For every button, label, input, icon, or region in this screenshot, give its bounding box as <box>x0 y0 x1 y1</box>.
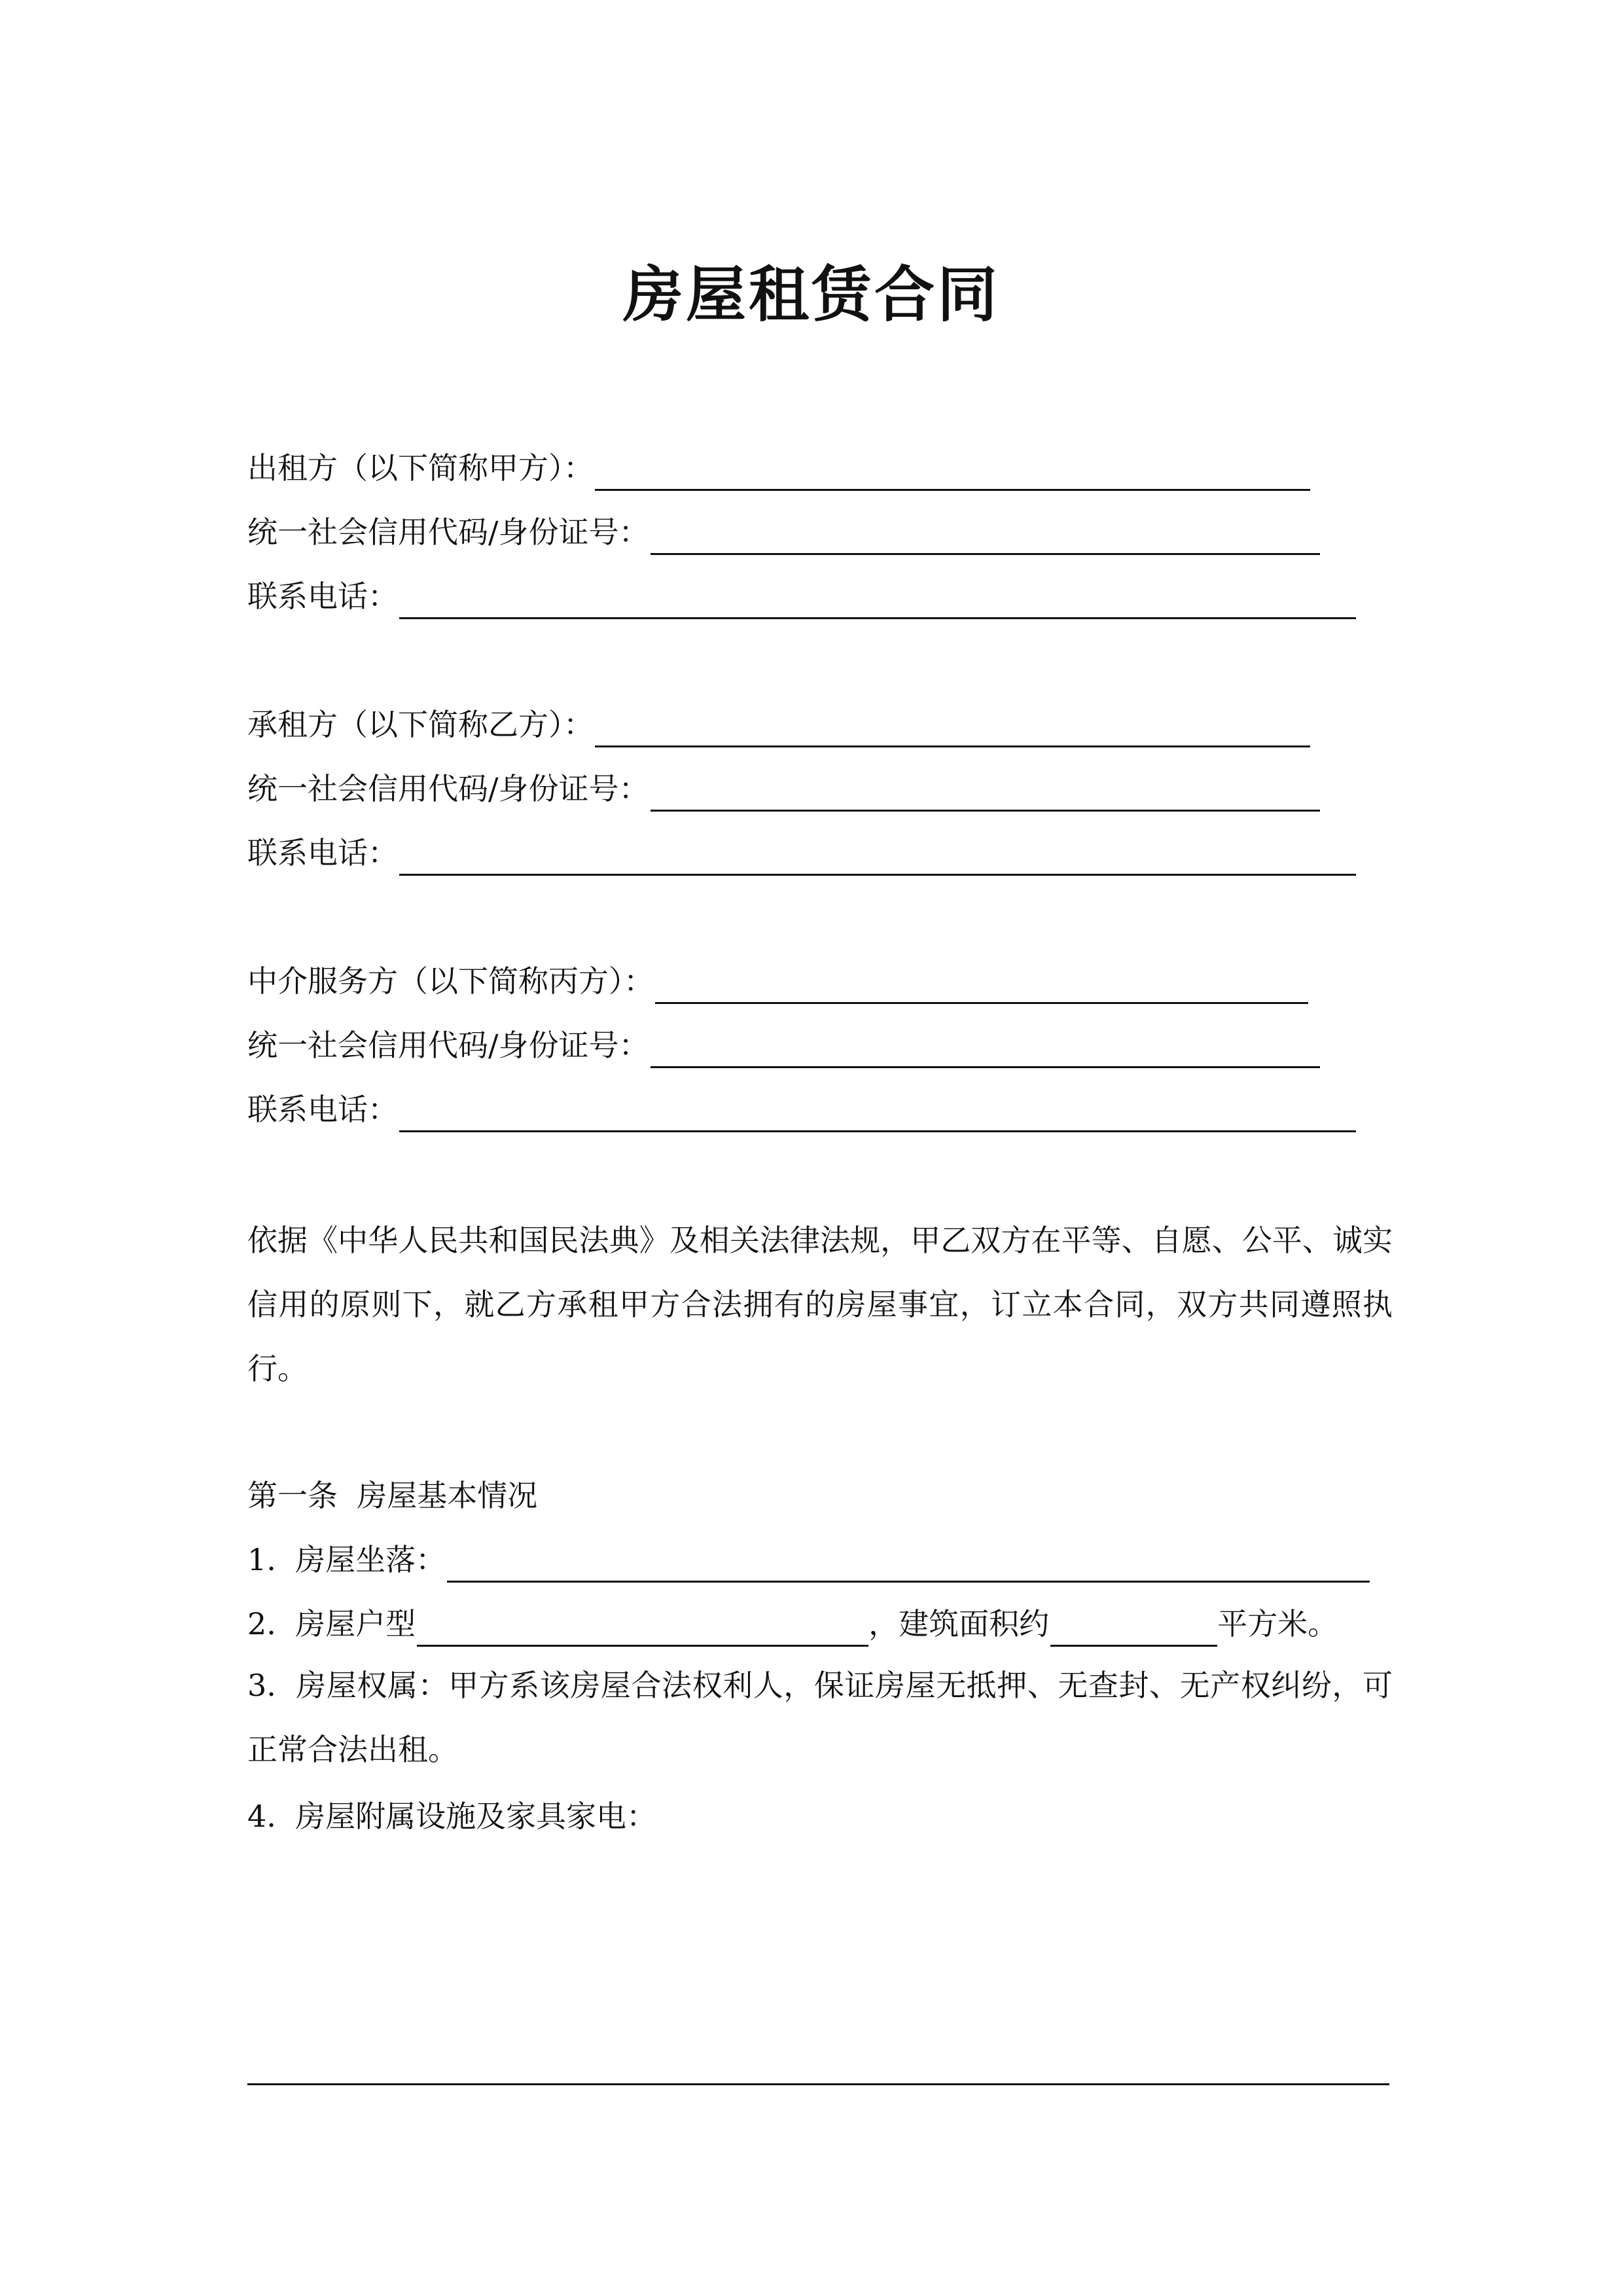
article1-heading-text: 第一条 房屋基本情况 <box>247 1478 538 1513</box>
lessor-name-field[interactable] <box>595 454 1310 491</box>
article1-item2-line <box>247 1601 1338 1647</box>
article1-item1-line <box>247 1537 1370 1583</box>
agent-name-line <box>247 958 1308 1004</box>
lessor-phone-field[interactable] <box>399 582 1356 619</box>
agent-id-label: 统一社会信用代码/身份证号： <box>247 1028 649 1063</box>
item2-label-c: 平方米。 <box>1217 1606 1338 1641</box>
lessee-name-field[interactable] <box>595 710 1310 747</box>
property-layout-field[interactable] <box>417 1609 868 1647</box>
agent-phone-label: 联系电话： <box>247 1092 398 1127</box>
footer-divider <box>247 2083 1389 2085</box>
lessee-phone-label: 联系电话： <box>247 835 398 870</box>
agent-phone-line <box>247 1086 1356 1132</box>
lessee-id-label: 统一社会信用代码/身份证号： <box>247 771 649 806</box>
lessor-id-field[interactable] <box>651 518 1320 555</box>
lessee-phone-line <box>247 830 1356 876</box>
page-title: 房屋租赁合同 <box>622 259 1000 330</box>
lessee-id-field[interactable] <box>651 774 1320 812</box>
lessor-phone-line <box>247 573 1356 619</box>
floor-area-field[interactable] <box>1050 1609 1217 1647</box>
agent-id-field[interactable] <box>651 1031 1320 1068</box>
article1-item3-paragraph: 3. 房屋权属：甲方系该房屋合法权利人，保证房屋无抵押、无查封、无产权纠纷，可正常合法出租。 <box>247 1668 1393 1767</box>
lessor-phone-label: 联系电话： <box>247 579 398 614</box>
lessee-id-line <box>247 766 1320 812</box>
item2-label-a: 2. 房屋户型 <box>247 1606 416 1641</box>
item1-label: 1. 房屋坐落： <box>247 1542 446 1577</box>
agent-phone-field[interactable] <box>399 1095 1356 1132</box>
agent-name-field[interactable] <box>655 967 1308 1004</box>
lessee-name-line <box>247 702 1310 747</box>
lessee-phone-field[interactable] <box>399 838 1356 876</box>
agent-name-label: 中介服务方（以下简称丙方）： <box>247 963 654 999</box>
lessor-id-label: 统一社会信用代码/身份证号： <box>247 514 649 550</box>
lessor-name-label: 出租方（以下简称甲方）： <box>247 450 594 486</box>
lessor-id-line <box>247 509 1320 555</box>
lessee-name-label: 承租方（以下简称乙方）： <box>247 707 594 742</box>
article1-item4-line <box>247 1793 656 1839</box>
preamble-paragraph: 依据《中华人民共和国民法典》及相关法律法规，甲乙双方在平等、自愿、公平、诚实信用的原则下，就乙方承租甲方合法拥有的房屋事宜，订立本合同，双方共同遵照执行。 <box>247 1223 1393 1386</box>
property-address-field[interactable] <box>447 1545 1370 1583</box>
item4-label: 4. 房屋附属设施及家具家电： <box>247 1799 657 1834</box>
lessor-name-line <box>247 445 1310 491</box>
article1-heading <box>247 1473 537 1518</box>
agent-id-line <box>247 1022 1320 1068</box>
item2-label-b: ，建筑面积约 <box>868 1606 1050 1641</box>
